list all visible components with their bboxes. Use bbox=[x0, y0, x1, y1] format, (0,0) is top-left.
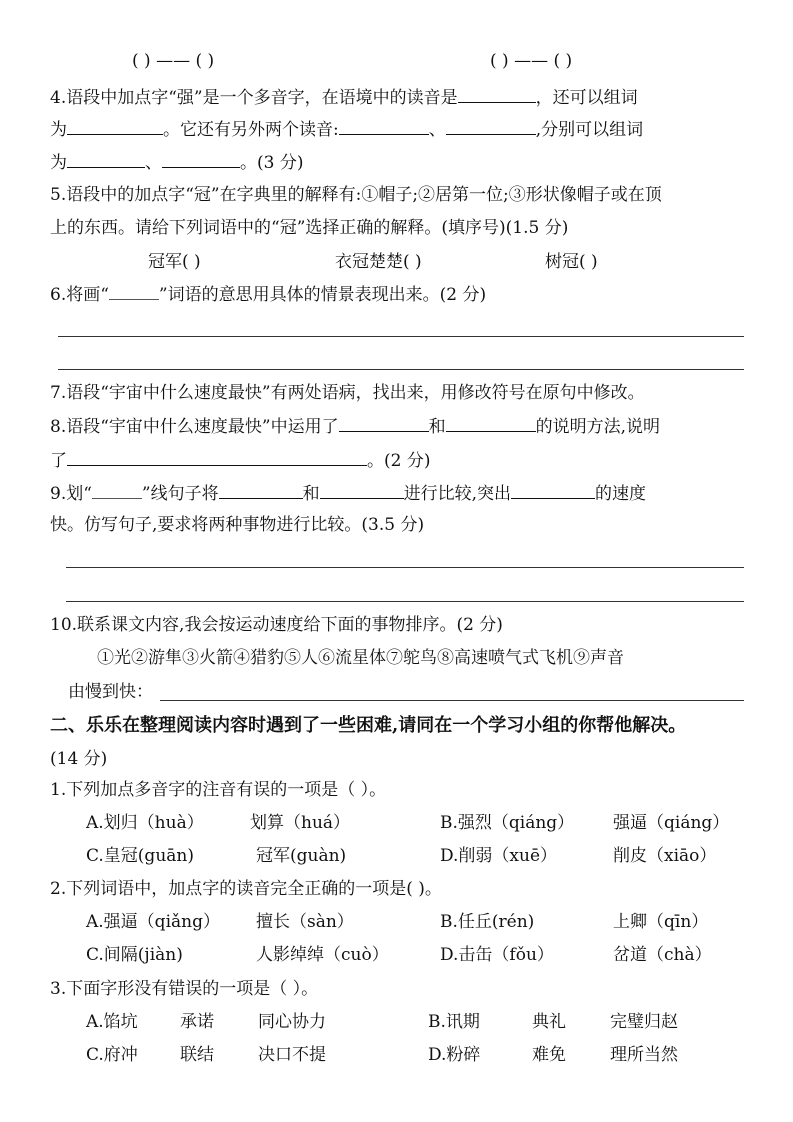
s2q2-option-a1[interactable]: A.强逼（qiǎng） bbox=[86, 912, 220, 932]
section2-title: 二、乐乐在整理阅读内容时遇到了一些困难,请同在一个学习小组的你帮他解决。 bbox=[50, 715, 687, 736]
q5-word-yiguan[interactable]: 衣冠楚楚( ) bbox=[335, 252, 422, 272]
q8-blank-method1[interactable] bbox=[339, 415, 429, 432]
s2q3-option-a2: 承诺 bbox=[180, 1012, 214, 1032]
q4-blank-word2[interactable] bbox=[67, 151, 145, 168]
s2q1-option-a1[interactable]: A.划归（huà） bbox=[86, 813, 204, 833]
q6-line: 6.将画“ ”词语的意思用具体的情景表现出来。(2 分) bbox=[50, 285, 487, 305]
q9-answer-line-2[interactable] bbox=[66, 601, 744, 602]
q4-blank-word[interactable] bbox=[67, 118, 163, 135]
s2q3-option-d1[interactable]: D.粉碎 bbox=[428, 1045, 481, 1065]
q4-blank-reading[interactable] bbox=[458, 86, 536, 103]
s2q2-option-a2: 擅长（sàn） bbox=[256, 912, 354, 932]
s2q3-option-b3: 完璧归赵 bbox=[610, 1012, 678, 1032]
q4-blank-reading3[interactable] bbox=[446, 118, 536, 135]
s2q3-option-a1[interactable]: A.馅坑 bbox=[86, 1012, 138, 1032]
q5-word-shuguan[interactable]: 树冠( ) bbox=[545, 252, 598, 272]
q4-blank-reading2[interactable] bbox=[339, 118, 429, 135]
s2q1-option-c2: 冠军(guàn) bbox=[256, 846, 347, 866]
q4-line1: 4.语段中加点字“强”是一个多音字，在语境中的读音是 ，还可以组词 bbox=[50, 88, 638, 108]
section2-score: (14 分) bbox=[50, 749, 108, 769]
q6-underline-mark bbox=[109, 284, 159, 300]
q5-line2: 上的东西。请给下列词语中的“冠”选择正确的解释。(填序号)(1.5 分) bbox=[50, 218, 569, 238]
s2q3-option-c3: 决口不提 bbox=[258, 1045, 326, 1065]
q4-blank-word3[interactable] bbox=[162, 151, 240, 168]
q8-blank-explain[interactable] bbox=[67, 449, 367, 466]
s2q2-option-b1[interactable]: B.任丘(rén) bbox=[440, 912, 535, 932]
q9-blank-thing2[interactable] bbox=[320, 482, 404, 499]
q5-line1: 5.语段中的加点字“冠”在字典里的解释有:①帽子;②居第一位;③形状像帽子或在顶 bbox=[50, 185, 662, 205]
s2q2-option-d1[interactable]: D.击缶（fǒu） bbox=[440, 945, 554, 965]
s2q2-option-c2: 人影绰绰（cuò） bbox=[256, 945, 389, 965]
q7-line: 7.语段“宇宙中什么速度最快”有两处语病，找出来，用修改符号在原句中修改。 bbox=[50, 383, 645, 403]
s2q2-option-b2: 上卿（qīn） bbox=[613, 912, 709, 932]
q6-answer-line-2[interactable] bbox=[58, 369, 744, 370]
top-pair-left: ( ) —— ( ) bbox=[132, 51, 215, 71]
s2q3-option-d2: 难免 bbox=[532, 1045, 566, 1065]
s2q1-option-c1[interactable]: C.皇冠(guān) bbox=[86, 846, 194, 866]
s2q3-option-c1[interactable]: C.府冲 bbox=[86, 1045, 138, 1065]
q8-line2: 了 。(2 分) bbox=[50, 451, 431, 471]
q9-line1: 9.划“ ”线句子将 和 进行比较,突出 的速度 bbox=[50, 484, 647, 504]
q4-line3: 为 、 。(3 分) bbox=[50, 153, 304, 173]
q9-blank-thing1[interactable] bbox=[219, 482, 303, 499]
q4-line2: 为 。它还有另外两个读音: 、 ,分别可以组词 bbox=[50, 120, 644, 140]
s2q3-option-a3: 同心协力 bbox=[258, 1012, 326, 1032]
q9-answer-line-1[interactable] bbox=[66, 567, 744, 568]
q8-line1: 8.语段“宇宙中什么速度最快”中运用了 和 的说明方法,说明 bbox=[50, 417, 661, 437]
q9-blank-thing3[interactable] bbox=[511, 482, 595, 499]
s2q2-option-d2: 岔道（chà） bbox=[613, 945, 712, 965]
q10-order-label: 由慢到快： bbox=[68, 682, 153, 702]
s2q1-option-b2: 强逼（qiáng） bbox=[613, 813, 730, 833]
q9-underline-mark bbox=[92, 483, 142, 499]
s2q3-stem: 3.下面字形没有错误的一项是（ ）。 bbox=[50, 979, 319, 999]
s2q2-option-c1[interactable]: C.间隔(jiàn) bbox=[86, 945, 183, 965]
s2q3-option-b1[interactable]: B.讯期 bbox=[428, 1012, 480, 1032]
s2q1-option-a2: 划算（huá） bbox=[250, 813, 351, 833]
q10-items: ①光②游隼③火箭④猎豹⑤人⑥流星体⑦鸵鸟⑧高速喷气式飞机⑨声音 bbox=[97, 648, 624, 668]
s2q1-option-b1[interactable]: B.强烈（qiáng） bbox=[440, 813, 575, 833]
top-pair-right: ( ) —— ( ) bbox=[490, 51, 573, 71]
q8-blank-method2[interactable] bbox=[446, 415, 536, 432]
s2q3-option-b2: 典礼 bbox=[532, 1012, 566, 1032]
s2q3-option-d3: 理所当然 bbox=[610, 1045, 678, 1065]
q5-word-guanjun[interactable]: 冠军( ) bbox=[148, 252, 201, 272]
q10-order-line[interactable] bbox=[160, 700, 744, 701]
s2q1-option-d1[interactable]: D.削弱（xuē） bbox=[440, 846, 558, 866]
q6-answer-line-1[interactable] bbox=[58, 336, 744, 337]
s2q1-stem: 1.下列加点多音字的注音有误的一项是（ ）。 bbox=[50, 780, 387, 800]
s2q1-option-d2: 削皮（xiāo） bbox=[613, 846, 717, 866]
s2q2-stem: 2.下列词语中，加点字的读音完全正确的一项是( )。 bbox=[50, 879, 442, 899]
q9-line2: 快。仿写句子,要求将两种事物进行比较。(3.5 分) bbox=[50, 515, 425, 535]
s2q3-option-c2: 联结 bbox=[180, 1045, 214, 1065]
q10-line1: 10.联系课文内容,我会按运动速度给下面的事物排序。(2 分) bbox=[50, 615, 503, 635]
